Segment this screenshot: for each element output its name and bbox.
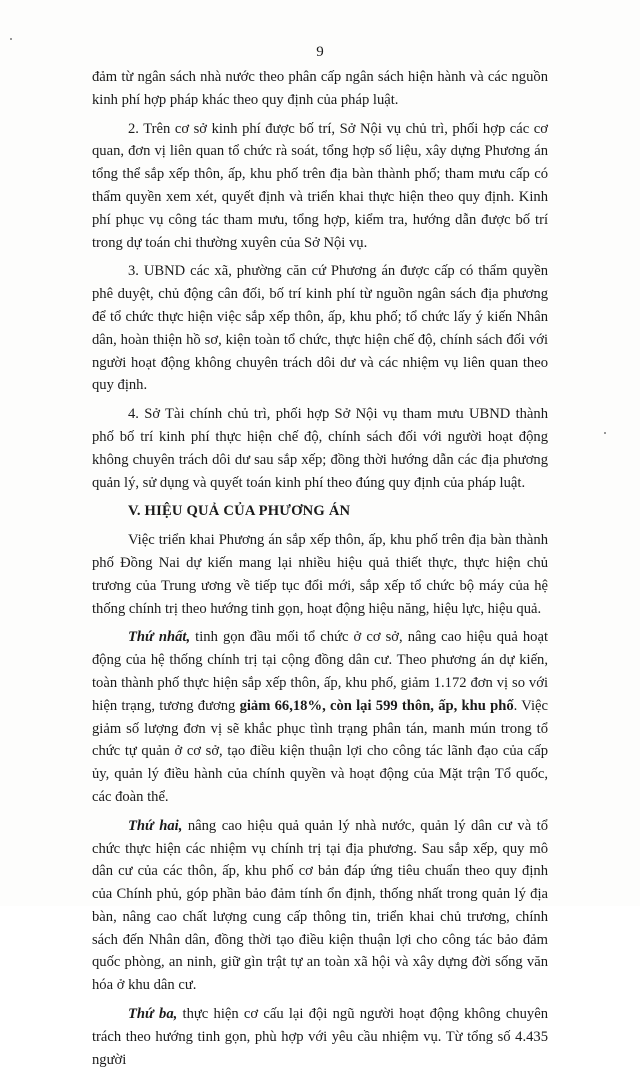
second-point-lead: Thứ hai,	[128, 817, 183, 834]
third-point-lead: Thứ ba,	[128, 1006, 178, 1023]
page-number: 9	[316, 44, 324, 60]
first-point-text: tinh gọn đầu mối tổ chức ở cơ sở, nâng cao hiệu quả hoạt động của hệ thống chính trị tại cộng đồng dân cư. Theo phương án dự kiến, toàn thành phố thực hiện sắp xếp thôn, ấp, khu phố, giảm 1.172 đơn vị so với hiện trạng, tương đương	[92, 629, 549, 714]
paragraph-continuation: đảm từ ngân sách nhà nước theo phân cấp ngân sách hiện hành và các nguồn kinh phí hợp pháp khác theo quy định của pháp luật.	[92, 69, 548, 108]
scan-speck	[10, 38, 12, 40]
first-point-text-continued: . Việc giảm số lượng đơn vị sẽ khắc phục tình trạng phân tán, manh mún trong tổ chức tự quản ở cơ sở, tạo điều kiện thuận lợi cho công tác lãnh đạo của cấp ủy, quản lý điều hành của chính quyền và hoạt động của Mặt trận Tổ quốc, các đoàn thể.	[92, 697, 548, 805]
paragraph-item-4: 4. Sở Tài chính chủ trì, phối hợp Sở Nội vụ tham mưu UBND thành phố bố trí kinh phí thực hiện chế độ, chính sách đối với người hoạt động không chuyên trách dôi dư sau sắp xếp; đồng thời hướng dẫn các địa phương quản lý, sử dụng và quyết toán kinh phí theo đúng quy định của pháp luật.	[92, 406, 548, 491]
section-intro: Việc triển khai Phương án sắp xếp thôn, ấp, khu phố trên địa bàn thành phố Đồng Nai dự kiến mang lại nhiều hiệu quả thiết thực, thực hiện chủ trương của Trung ương về tiếp tục đổi mới, sắp xếp tổ chức bộ máy của hệ thống chính trị theo hướng tinh gọn, hoạt động hiệu năng, hiệu lực, hiệu quả.	[92, 532, 548, 617]
third-point-text: thực hiện cơ cấu lại đội ngũ người hoạt động không chuyên trách theo hướng tinh gọn, phù hợp với yêu cầu nhiệm vụ. Từ tổng số 4.435 người	[92, 1006, 548, 1068]
paragraph-third-point	[92, 1003, 548, 1071]
section-heading: V. HIỆU QUẢ CỦA PHƯƠNG ÁN	[128, 503, 351, 520]
second-point-text: nâng cao hiệu quả quản lý nhà nước, quản lý dân cư và tổ chức thực hiện các nhiệm vụ chính trị tại địa phương. Sau sắp xếp, quy mô dân cư của các thôn, ấp, khu phố cơ bản đáp ứng tiêu chuẩn theo quy định của Chính phủ, góp phần bảo đảm tính ổn định, thống nhất trong quản lý địa bàn, nâng cao chất lượng cung cấp thông tin, triển khai chủ trương, chính sách đến Nhân dân, đồng thời tạo điều kiện thuận lợi cho công tác bảo đảm quốc phòng, an ninh, giữ gìn trật tự an toàn xã hội và xây dựng đời sống văn hóa ở khu dân cư.	[92, 817, 548, 994]
document-body	[92, 66, 548, 1077]
first-point-lead: Thứ nhất,	[128, 629, 191, 646]
paragraph-first-point	[92, 626, 548, 808]
paragraph-item-2: 2. Trên cơ sở kinh phí được bố trí, Sở Nội vụ chủ trì, phối hợp các cơ quan, đơn vị liên quan tổ chức rà soát, tổng hợp số liệu, xây dựng Phương án tổng thể sắp xếp thôn, ấp, khu phố trên địa bàn thành phố; tham mưu cấp có thẩm quyền xem xét, quyết định và triển khai thực hiện theo quy định. Kinh phí phục vụ công tác tham mưu, tổng hợp, kiểm tra, hướng dẫn được bố trí trong dự toán chi thường xuyên của Sở Nội vụ.	[92, 120, 548, 251]
paragraph-item-3: 3. UBND các xã, phường căn cứ Phương án được cấp có thẩm quyền phê duyệt, chủ động cân đối, bố trí kinh phí từ nguồn ngân sách địa phương để tổ chức thực hiện việc sắp xếp thôn, ấp, khu phố; tổ chức lấy ý kiến Nhân dân, hoàn thiện hồ sơ, kiện toàn tổ chức, thực hiện chế độ, chính sách đối với người hoạt động không chuyên trách dôi dư và các nhiệm vụ liên quan theo quy định.	[92, 263, 548, 394]
first-point-highlight: giảm 66,18%, còn lại 599 thôn, ấp, khu phố	[239, 697, 514, 714]
scan-speck	[604, 432, 606, 434]
